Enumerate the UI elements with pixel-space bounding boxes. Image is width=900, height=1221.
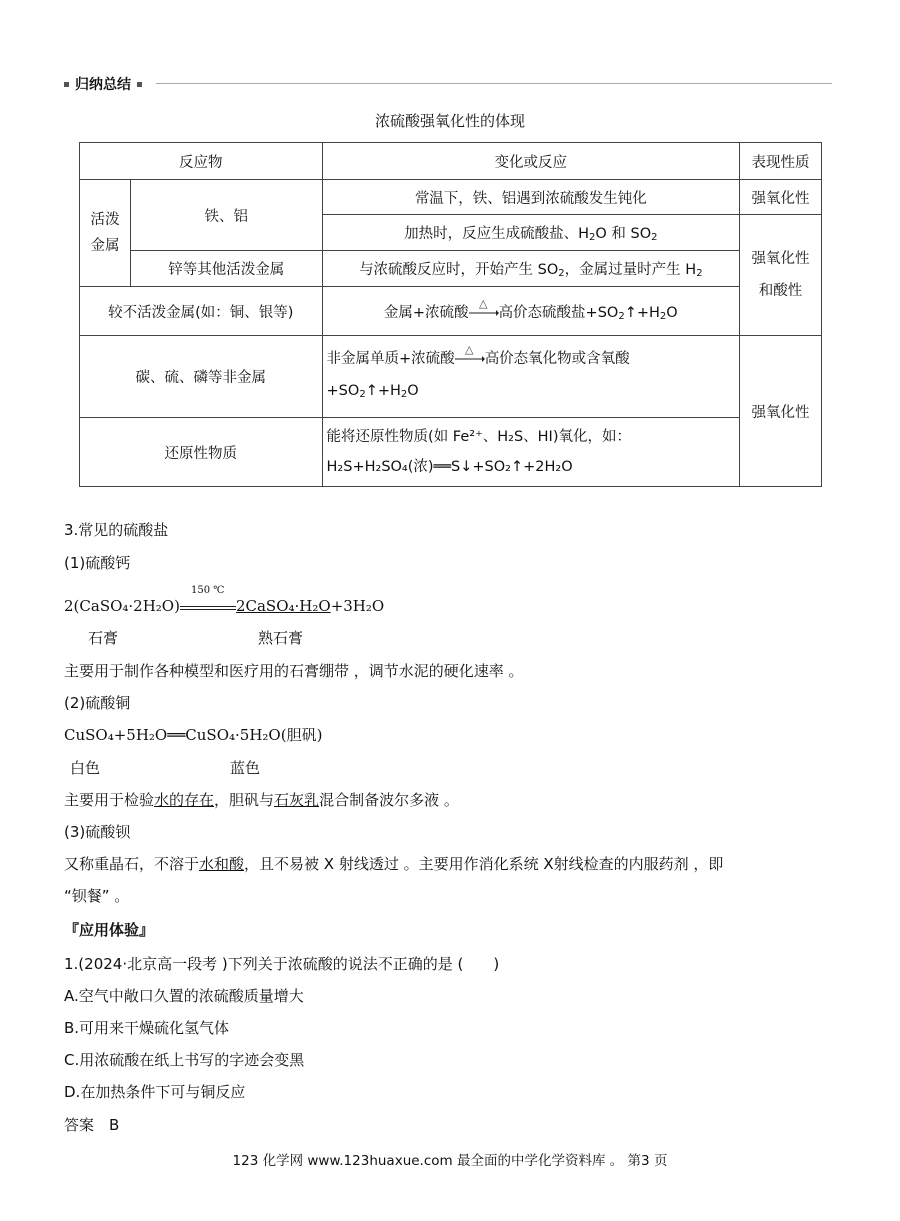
table-caption: 浓硫酸强氧化性的体现 bbox=[374, 112, 525, 130]
cell-reducing-eq: 能将还原性物质(如 Fe²⁺、H₂S、HI)氧化，如： H₂S+H₂SO₄(浓)══S↓+SO₂↑+2H₂O bbox=[322, 418, 740, 487]
cell-active-metal: 活泼金属 bbox=[80, 180, 131, 287]
section-divider bbox=[156, 83, 832, 84]
paragraph-cuso4: 主要用于检验水的存在，胆矾与石灰乳混合制备波尔多液 。 bbox=[64, 791, 459, 809]
label-white: 白色 bbox=[70, 759, 101, 777]
label-gypsum: 石膏 bbox=[88, 629, 119, 647]
cell-nonmetal: 碳、硫、磷等非金属 bbox=[80, 336, 323, 418]
paragraph-baso4: 又称重晶石，不溶于水和酸，且不易被 X 射线透过 。主要用作消化系统 X射线检查的内服药剂 ，即 bbox=[64, 855, 724, 873]
cell-less-active: 较不活泼金属(如：铜、银等) bbox=[80, 287, 323, 336]
label-hot-gypsum: 熟石膏 bbox=[258, 629, 304, 647]
page-footer: 123 化学网 www.123huaxue.com 最全面的中学化学资料库 。 第3 页 bbox=[232, 1153, 668, 1169]
exercise-tag: 『应用体验』 bbox=[64, 921, 155, 939]
cell-reducing: 还原性物质 bbox=[80, 418, 323, 487]
heading-sulfates: 3.常见的硫酸盐 bbox=[64, 521, 169, 539]
heading-caso4: (1)硫酸钙 bbox=[64, 554, 131, 572]
cell-passivation: 常温下，铁、铝遇到浓硫酸发生钝化 bbox=[322, 180, 740, 215]
heading-baso4: (3)硫酸钡 bbox=[64, 823, 131, 841]
square-bullet-icon bbox=[137, 82, 142, 87]
cell-prop-oxid-acid: 强氧化性和酸性 bbox=[740, 215, 822, 336]
header-reactant: 反应物 bbox=[80, 143, 323, 180]
option-d: D.在加热条件下可与铜反应 bbox=[64, 1083, 246, 1101]
question-1: 1.(2024·北京高一段考 )下列关于浓硫酸的说法不正确的是 ( ) bbox=[64, 955, 500, 973]
cell-zinc-reaction: 与浓硫酸反应时，开始产生 $SO_2$，金属过量时产生 $H_2$ bbox=[322, 251, 740, 287]
cell-prop-oxidizing-2: 强氧化性 bbox=[740, 336, 822, 487]
oxidation-table bbox=[79, 142, 822, 487]
cell-less-active-eq: 金属+浓硫酸 △ 高价态硫酸盐$+SO_2↑+H_2O$ bbox=[322, 287, 740, 336]
cell-fe-al: 铁、铝 bbox=[130, 180, 322, 251]
equation-caso4: 2(CaSO₄·2H₂O) 150 ℃ 2CaSO₄·H₂O+3H₂O bbox=[64, 585, 385, 615]
cell-zinc: 锌等其他活泼金属 bbox=[130, 251, 322, 287]
option-a: A.空气中敞口久置的浓硫酸质量增大 bbox=[64, 987, 304, 1005]
header-property: 表现性质 bbox=[740, 143, 822, 180]
label-blue: 蓝色 bbox=[230, 759, 261, 777]
heading-cuso4: (2)硫酸铜 bbox=[64, 694, 131, 712]
paragraph-caso4: 主要用于制作各种模型和医疗用的石膏绷带 ，调节水泥的硬化速率 。 bbox=[64, 662, 524, 680]
cell-prop-oxidizing: 强氧化性 bbox=[740, 180, 822, 215]
heat-arrow-icon bbox=[455, 342, 485, 366]
paragraph-baso4-cont: “钡餐” 。 bbox=[64, 887, 130, 905]
cell-nonmetal-eq: 非金属单质+浓硫酸 △ 高价态氧化物或含氧酸 $+SO_2↑+H_2O$ bbox=[322, 336, 740, 418]
section-title: 归纳总结 bbox=[64, 74, 142, 94]
header-change: 变化或反应 bbox=[322, 143, 740, 180]
option-b: B.可用来干燥硫化氢气体 bbox=[64, 1019, 230, 1037]
equation-cuso4: CuSO₄+5H₂O══CuSO₄·5H₂O(胆矾) bbox=[64, 726, 323, 744]
cell-heating: 加热时，反应生成硫酸盐、$H_2O$ 和 $SO_2$ bbox=[322, 215, 740, 251]
answer: 答案 B bbox=[64, 1116, 120, 1134]
svg-text:△: △ bbox=[478, 296, 488, 310]
heat-arrow-icon bbox=[469, 296, 499, 320]
square-bullet-icon bbox=[64, 82, 69, 87]
option-c: C.用浓硫酸在纸上书写的字迹会变黑 bbox=[64, 1051, 305, 1069]
condition-sign: 150 ℃ bbox=[180, 600, 236, 614]
svg-text:△: △ bbox=[464, 342, 474, 356]
